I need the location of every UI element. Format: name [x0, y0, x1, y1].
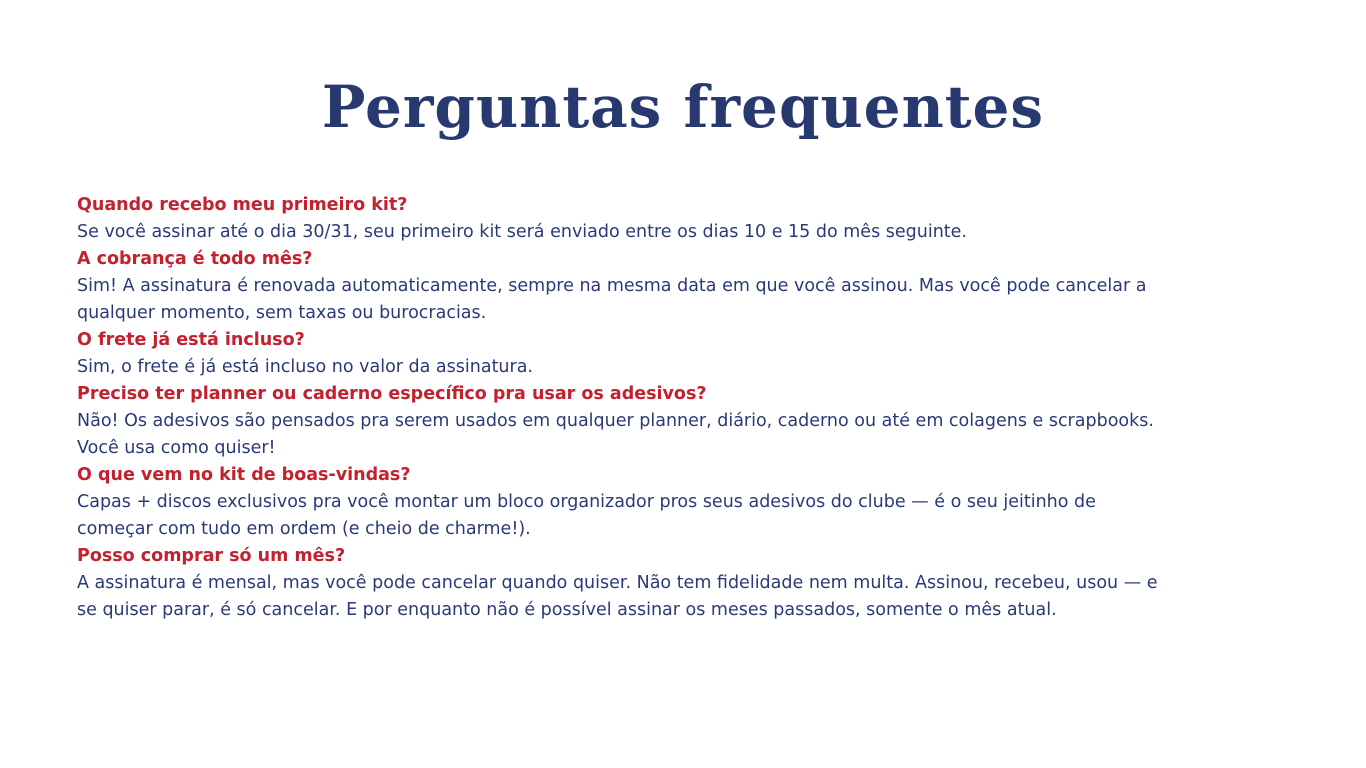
faq-answer-line: A assinatura é mensal, mas você pode cancelar quando quiser. Não tem fidelidade nem multa. Assinou, recebeu, usou — e — [77, 573, 1158, 593]
faq-question: Preciso ter planner ou caderno específico pra usar os adesivos? — [77, 384, 707, 404]
faq-answer-line: qualquer momento, sem taxas ou burocracias. — [77, 303, 487, 323]
faq-item — [77, 462, 1282, 543]
faq-item — [77, 381, 1282, 462]
faq-question: Posso comprar só um mês? — [77, 546, 346, 566]
faq-item — [77, 192, 1282, 246]
faq-list — [77, 192, 1282, 624]
faq-item — [77, 246, 1282, 327]
faq-answer-line: Você usa como quiser! — [77, 438, 276, 458]
faq-question: A cobrança é todo mês? — [77, 249, 313, 269]
faq-answer-line: Capas + discos exclusivos pra você montar um bloco organizador pros seus adesivos do clube — é o seu jeitinho de — [77, 492, 1096, 512]
faq-answer — [77, 408, 1282, 462]
faq-answer-line: Se você assinar até o dia 30/31, seu primeiro kit será enviado entre os dias 10 e 15 do mês seguinte. — [77, 222, 967, 242]
faq-answer — [77, 489, 1282, 543]
faq-answer — [77, 570, 1282, 624]
page-title: Perguntas frequentes — [321, 73, 1045, 141]
faq-question: O que vem no kit de boas-vindas? — [77, 465, 411, 485]
faq-answer-line: começar com tudo em ordem (e cheio de charme!). — [77, 519, 531, 539]
faq-answer — [77, 273, 1282, 327]
faq-question: O frete já está incluso? — [77, 330, 305, 350]
faq-answer — [77, 219, 1282, 246]
faq-item — [77, 327, 1282, 381]
faq-item — [77, 543, 1282, 624]
faq-question: Quando recebo meu primeiro kit? — [77, 195, 408, 215]
faq-answer-line: Não! Os adesivos são pensados pra serem usados em qualquer planner, diário, caderno ou até em colagens e scrapbooks. — [77, 411, 1154, 431]
faq-answer — [77, 354, 1282, 381]
faq-answer-line: Sim! A assinatura é renovada automaticamente, sempre na mesma data em que você assinou. Mas você pode cancelar a — [77, 276, 1147, 296]
faq-answer-line: se quiser parar, é só cancelar. E por enquanto não é possível assinar os meses passados, somente o mês atual. — [77, 600, 1057, 620]
faq-answer-line: Sim, o frete é já está incluso no valor da assinatura. — [77, 357, 533, 377]
